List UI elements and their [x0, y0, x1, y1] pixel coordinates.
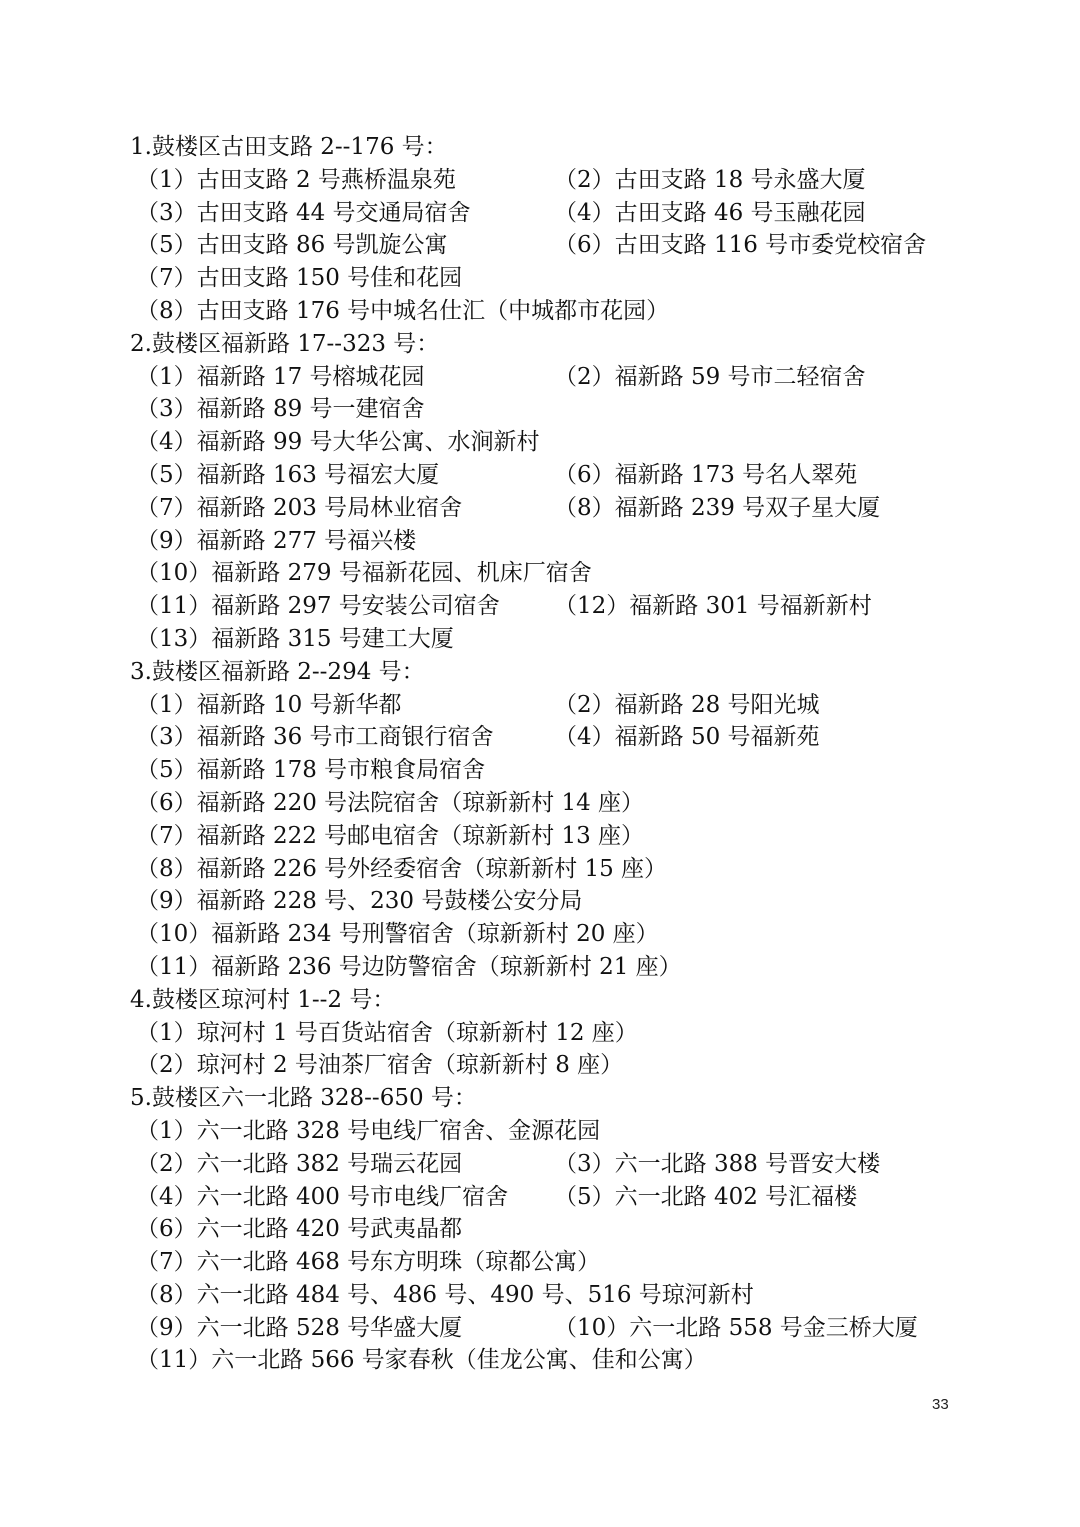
list-item-text: （4）福新路 50 号福新苑	[554, 724, 820, 751]
list-item-text: （4）古田支路 46 号玉融花园	[554, 199, 866, 226]
list-item-text: （9）六一北路 528 号华盛大厦	[136, 1314, 463, 1341]
list-item	[130, 951, 1030, 984]
section-heading-text: 2.鼓楼区福新路 17--323 号：	[130, 330, 440, 357]
list-item-text: （10）福新路 234 号刑警宿舍（琼新新村 20 座）	[136, 921, 659, 948]
list-item-text: （3）古田支路 44 号交通局宿舍	[136, 199, 471, 226]
list-item-text: （1）六一北路 328 号电线厂宿舍、金源花园	[136, 1117, 601, 1144]
section-heading-text: 1.鼓楼区古田支路 2--176 号：	[130, 134, 448, 160]
list-item-text: （7）福新路 222 号邮电宿舍（琼新新村 13 座）	[136, 822, 645, 849]
list-item	[130, 721, 1030, 754]
list-item-text: （7）古田支路 150 号佳和花园	[136, 265, 463, 292]
list-item	[130, 1181, 1030, 1214]
list-item-text: （8）六一北路 484 号、486 号、490 号、516 号琼河新村	[136, 1281, 754, 1308]
list-item	[130, 1115, 1030, 1148]
list-item	[130, 1213, 1030, 1246]
list-item	[130, 459, 1030, 492]
list-item	[130, 918, 1030, 951]
list-item-text: （6）六一北路 420 号武夷晶都	[136, 1216, 463, 1243]
list-item-text: （11）福新路 297 号安装公司宿舍	[136, 593, 500, 620]
list-item	[130, 885, 1030, 918]
list-item	[130, 1344, 1030, 1377]
section-heading	[130, 984, 1030, 1017]
list-item-text: （7）六一北路 468 号东方明珠（琼都公寓）	[136, 1249, 601, 1276]
list-item-text: （6）古田支路 116 号市委党校宿舍	[554, 232, 927, 259]
list-item-text: （6）福新路 220 号法院宿舍（琼新新村 14 座）	[136, 789, 645, 816]
list-item-text: （5）古田支路 86 号凯旋公寓	[136, 232, 448, 259]
list-item	[130, 164, 1030, 197]
list-item-text: （5）福新路 163 号福宏大厦	[136, 461, 440, 488]
list-item-text: （3）六一北路 388 号晋安大楼	[554, 1150, 881, 1177]
list-item-text: （4）福新路 99 号大华公寓、水涧新村	[136, 429, 540, 456]
list-item	[130, 295, 1030, 328]
list-item	[130, 1148, 1030, 1181]
list-item	[130, 623, 1030, 656]
list-item-text: （9）福新路 277 号福兴楼	[136, 527, 417, 554]
list-item	[130, 492, 1030, 525]
list-item	[130, 426, 1030, 459]
section-heading	[130, 328, 1030, 361]
list-item	[130, 820, 1030, 853]
list-item	[130, 1312, 1030, 1345]
list-item	[130, 754, 1030, 787]
list-item-text: （2）福新路 59 号市二轻宿舍	[554, 363, 866, 390]
list-item-text: （12）福新路 301 号福新新村	[554, 593, 872, 620]
list-item-text: （1）福新路 10 号新华都	[136, 691, 402, 718]
address-list	[130, 131, 1030, 1377]
list-item-text: （8）古田支路 176 号中城名仕汇（中城都市花园）	[136, 297, 670, 324]
list-item-text: （11）六一北路 566 号家春秋（佳龙公寓、佳和公寓）	[136, 1347, 707, 1374]
list-item	[130, 590, 1030, 623]
list-item-text: （10）六一北路 558 号金三桥大厦	[554, 1314, 918, 1341]
list-item-text: （1）古田支路 2 号燕桥温泉苑	[136, 166, 456, 193]
list-item	[130, 197, 1030, 230]
list-item-text: （1）琼河村 1 号百货站宿舍（琼新新村 12 座）	[136, 1019, 638, 1046]
section-heading	[130, 131, 1030, 164]
section-heading-text: 4.鼓楼区琼河村 1--2 号：	[130, 986, 396, 1013]
list-item-text: （2）古田支路 18 号永盛大厦	[554, 166, 866, 193]
list-item-text: （5）六一北路 402 号汇福楼	[554, 1183, 858, 1210]
list-item-text: （13）福新路 315 号建工大厦	[136, 625, 454, 652]
section-heading	[130, 656, 1030, 689]
list-item	[130, 1049, 1030, 1082]
list-item	[130, 229, 1030, 262]
section-heading-text: 3.鼓楼区福新路 2--294 号：	[130, 658, 425, 685]
list-item	[130, 689, 1030, 722]
list-item-text: （8）福新路 239 号双子星大厦	[554, 494, 881, 521]
list-item-text: （2）琼河村 2 号油茶厂宿舍（琼新新村 8 座）	[136, 1052, 624, 1079]
list-item-text: （2）六一北路 382 号瑞云花园	[136, 1150, 463, 1177]
section-heading-text: 5.鼓楼区六一北路 328--650 号：	[130, 1085, 477, 1112]
list-item	[130, 787, 1030, 820]
list-item-text: （1）福新路 17 号榕城花园	[136, 363, 425, 390]
list-item	[130, 393, 1030, 426]
list-item-text: （6）福新路 173 号名人翠苑	[554, 461, 858, 488]
list-item-text: （3）福新路 36 号市工商银行宿舍	[136, 724, 494, 751]
list-item-text: （11）福新路 236 号边防警宿舍（琼新新村 21 座）	[136, 953, 682, 980]
list-item	[130, 1279, 1030, 1312]
list-item-text: （3）福新路 89 号一建宿舍	[136, 396, 425, 423]
section-heading	[130, 1082, 1030, 1115]
list-item-text: （5）福新路 178 号市粮食局宿舍	[136, 757, 486, 784]
list-item	[130, 361, 1030, 394]
list-item-text: （4）六一北路 400 号市电线厂宿舍	[136, 1183, 509, 1210]
list-item	[130, 525, 1030, 558]
list-item-text: （8）福新路 226 号外经委宿舍（琼新新村 15 座）	[136, 855, 668, 882]
list-item	[130, 1017, 1030, 1050]
list-item-text: （9）福新路 228 号、230 号鼓楼公安分局	[136, 888, 583, 915]
list-item	[130, 262, 1030, 295]
list-item-text: （7）福新路 203 号局林业宿舍	[136, 494, 463, 521]
page-number: 33	[932, 1396, 949, 1413]
list-item	[130, 853, 1030, 886]
list-item	[130, 1246, 1030, 1279]
list-item-text: （10）福新路 279 号福新花园、机床厂宿舍	[136, 560, 592, 587]
list-item	[130, 557, 1030, 590]
list-item-text: （2）福新路 28 号阳光城	[554, 691, 820, 718]
